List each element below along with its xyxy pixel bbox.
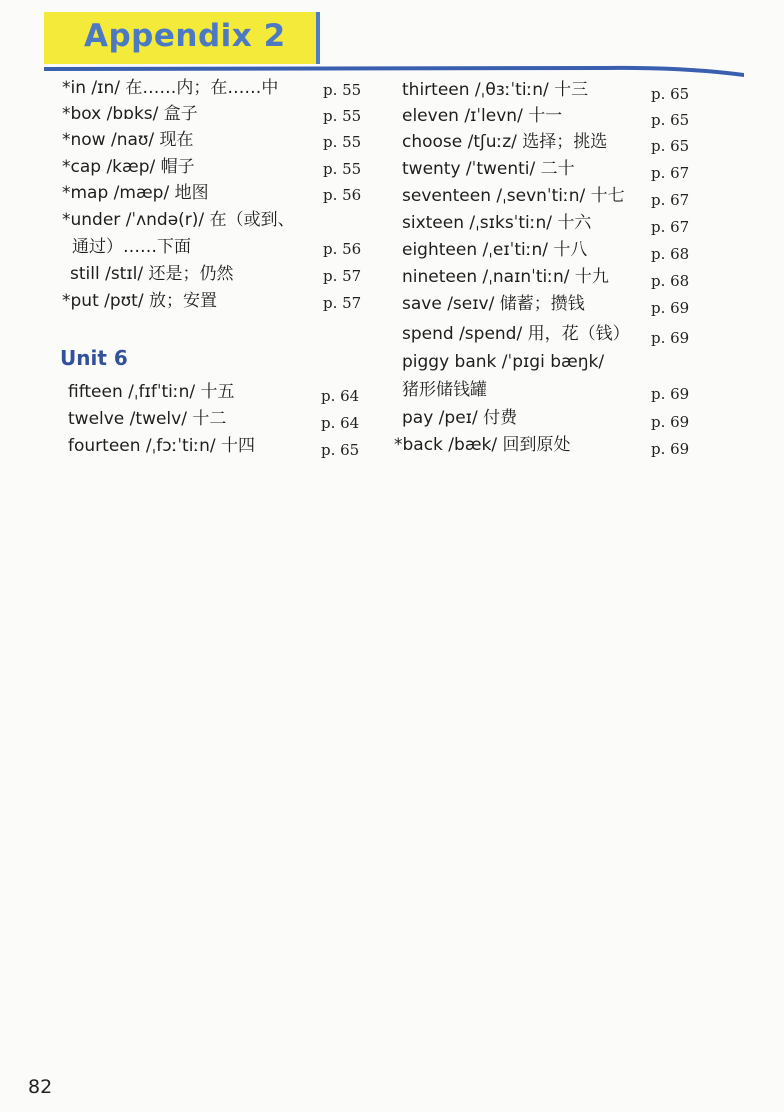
page-reference: p. 67 xyxy=(651,164,690,182)
glossary-entry: eleven /ɪˈlevn/ 十一 xyxy=(402,106,563,126)
glossary-entry: thirteen /ˌθɜːˈtiːn/ 十三 xyxy=(402,80,589,100)
glossary-entry: choose /tʃuːz/ 选择；挑选 xyxy=(402,132,608,152)
page-reference: p. 64 xyxy=(321,414,360,432)
page-reference: p. 55 xyxy=(323,160,362,178)
glossary-entry: spend /spend/ 用，花（钱） xyxy=(402,324,630,344)
glossary-entry: nineteen /ˌnaɪnˈtiːn/ 十九 xyxy=(402,267,609,287)
unit-heading: Unit 6 xyxy=(60,346,128,370)
page-reference: p. 55 xyxy=(323,107,362,125)
glossary-entry: *box /bɒks/ 盒子 xyxy=(62,104,198,124)
appendix-banner xyxy=(44,12,320,64)
page-reference: p. 69 xyxy=(651,329,690,347)
page-reference: p. 56 xyxy=(323,186,362,204)
glossary-entry: *cap /kæp/ 帽子 xyxy=(62,157,195,177)
glossary-entry: 通过）……下面 xyxy=(72,237,191,257)
page-reference: p. 67 xyxy=(651,191,690,209)
page-reference: p. 69 xyxy=(651,299,690,317)
glossary-entry: piggy bank /ˈpɪgi bæŋk/ xyxy=(402,352,605,372)
page-reference: p. 69 xyxy=(651,440,690,458)
glossary-entry: pay /peɪ/ 付费 xyxy=(402,408,518,428)
page-reference: p. 67 xyxy=(651,218,690,236)
glossary-entry: twenty /ˈtwenti/ 二十 xyxy=(402,159,575,179)
page-reference: p. 57 xyxy=(323,294,362,312)
page-reference: p. 56 xyxy=(323,240,362,258)
glossary-entry: fifteen /ˌfɪfˈtiːn/ 十五 xyxy=(68,382,235,402)
page-reference: p. 65 xyxy=(651,85,690,103)
page-reference: p. 68 xyxy=(651,272,690,290)
glossary-entry: twelve /twelv/ 十二 xyxy=(68,409,227,429)
glossary-entry: *in /ɪn/ 在……内；在……中 xyxy=(62,78,279,98)
page-number: 82 xyxy=(28,1076,53,1098)
page-reference: p. 65 xyxy=(651,137,690,155)
glossary-entry: save /seɪv/ 储蓄；攒钱 xyxy=(402,294,585,314)
glossary-entry: *now /naʊ/ 现在 xyxy=(62,130,194,150)
glossary-entry: eighteen /ˌeɪˈtiːn/ 十八 xyxy=(402,240,588,260)
glossary-entry: *put /pʊt/ 放；安置 xyxy=(62,291,217,311)
glossary-entry: seventeen /ˌsevnˈtiːn/ 十七 xyxy=(402,186,625,206)
page-reference: p. 64 xyxy=(321,387,360,405)
page-reference: p. 69 xyxy=(651,385,690,403)
page-reference: p. 65 xyxy=(651,111,690,129)
glossary-entry: still /stɪl/ 还是；仍然 xyxy=(70,264,234,284)
page-reference: p. 69 xyxy=(651,413,690,431)
header-rule xyxy=(44,63,744,79)
page-reference: p. 68 xyxy=(651,245,690,263)
page-title: Appendix 2 xyxy=(84,18,286,54)
glossary-entry: fourteen /ˌfɔːˈtiːn/ 十四 xyxy=(68,436,256,456)
glossary-entry: *map /mæp/ 地图 xyxy=(62,183,209,203)
page-reference: p. 57 xyxy=(323,267,362,285)
glossary-entry: *under /ˈʌndə(r)/ 在（或到、 xyxy=(62,210,295,230)
glossary-entry: 猪形储钱罐 xyxy=(402,380,487,400)
page-reference: p. 65 xyxy=(321,441,360,459)
page-reference: p. 55 xyxy=(323,81,362,99)
page-reference: p. 55 xyxy=(323,133,362,151)
glossary-entry: sixteen /ˌsɪksˈtiːn/ 十六 xyxy=(402,213,592,233)
glossary-entry: *back /bæk/ 回到原处 xyxy=(394,435,571,455)
